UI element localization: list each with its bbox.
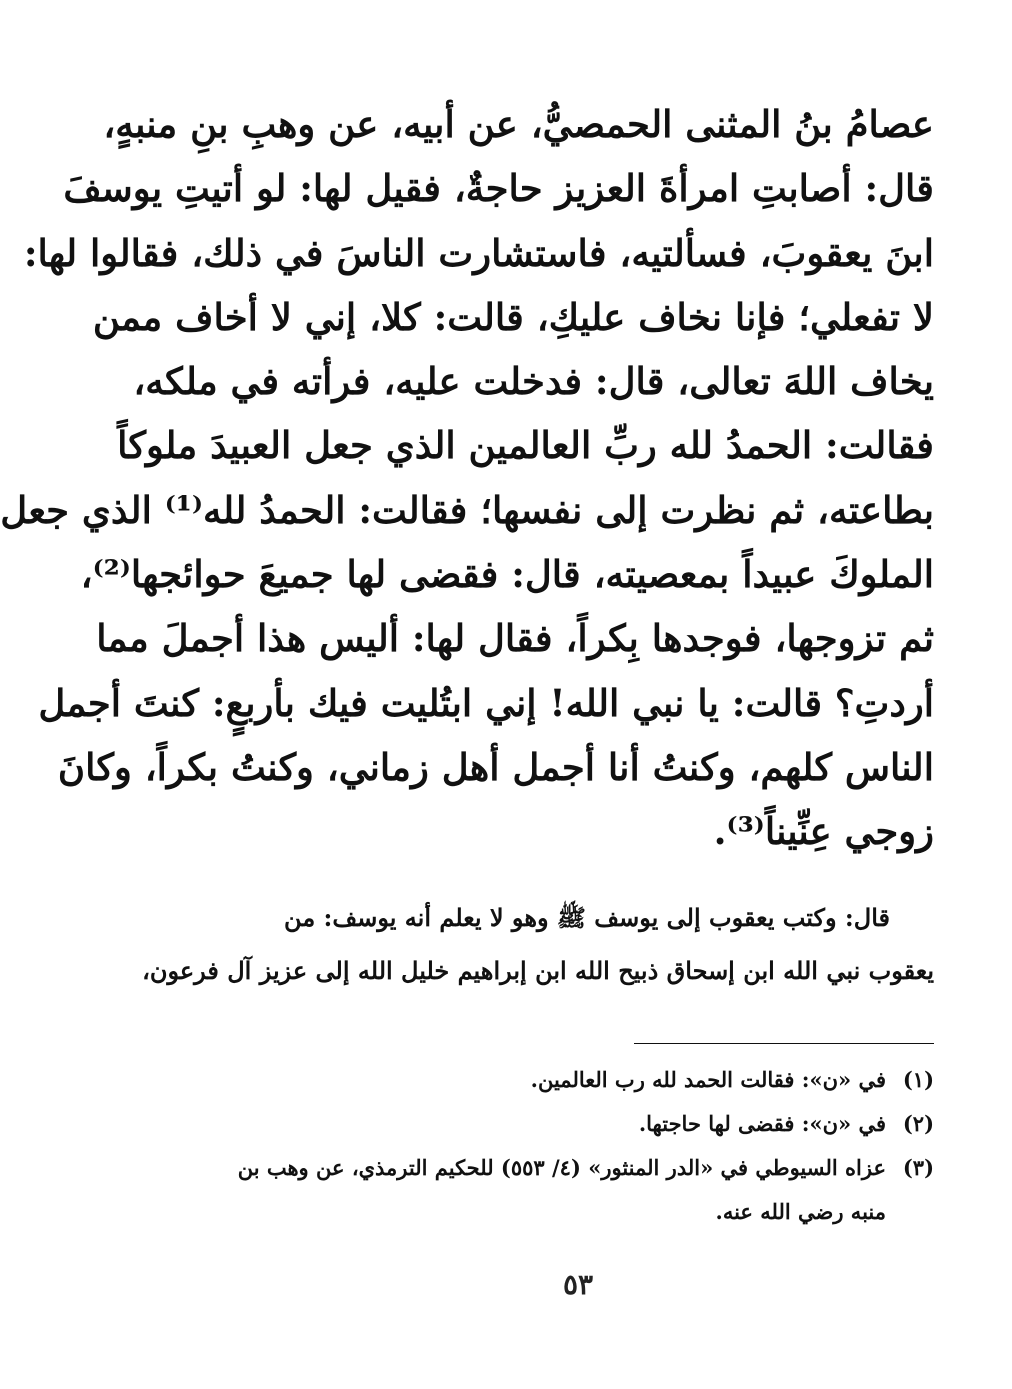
main-text-line: أردتِ؟ قالت: يا نبي الله! إني ابتُليت فيك بأربعٍ: كنتَ أجمل: [38, 680, 934, 725]
secondary-text-line: يعقوب نبي الله ابن إسحاق ذبيح الله ابن إبراهيم خليل الله إلى عزيز آل فرعون،: [142, 956, 934, 985]
secondary-text-line: قال: وكتب يعقوب إلى يوسف ﷺ وهو لا يعلم أنه يوسف: من: [284, 903, 890, 932]
footnote-item: [218, 1058, 934, 1102]
footnote-continuation: منبه رضي الله عنه.: [715, 1199, 886, 1224]
footnote-divider: [634, 1043, 934, 1044]
footnote-text: عزاه السيوطي في «الدر المنثور» (٤/ ٥٥٣) للحكيم الترمذي، عن وهب بن: [237, 1155, 886, 1180]
main-text-line: فقالت: الحمدُ لله ربِّ العالمين الذي جعل العبيدَ ملوكاً: [117, 423, 934, 468]
main-text-line: بطاعته، ثم نظرت إلى نفسها؛ فقالت: الحمدُ لله⁽¹⁾ الذي جعل: [0, 487, 934, 532]
main-text-line: الملوكَ عبيداً بمعصيته، قال: فقضى لها جميعَ حوائجها⁽²⁾،: [80, 552, 934, 597]
main-text-line: الناس كلهم، وكنتُ أنا أجمل أهل زماني، وكنتُ بكراً، وكانَ: [57, 744, 934, 789]
main-text-line: ابنَ يعقوبَ، فسألتيه، فاستشارت الناسَ في ذلك، فقالوا لها:: [23, 230, 934, 275]
page-number: ٥٣: [562, 1268, 594, 1301]
main-text-line: قال: أصابتِ امرأةَ العزيز حاجةٌ، فقيل لها: لو أتيتِ يوسفَ: [63, 166, 934, 211]
main-text-line: لا تفعلي؛ فإنا نخاف عليكِ، قالت: كلا، إني لا أخاف ممن: [92, 294, 934, 339]
main-arabic-paragraph: [0, 92, 934, 864]
main-text-line: يخاف اللهَ تعالى، قال: فدخلت عليه، فرأته في ملكه،: [133, 359, 934, 404]
footnote-item: [218, 1102, 934, 1146]
footnote-number: (٢): [902, 1111, 934, 1136]
main-text-line: زوجي عِنِّيناً⁽³⁾.: [713, 809, 934, 854]
footnote-text: في «ن»: فقضى لها حاجتها.: [638, 1111, 886, 1136]
footnote-number: (٣): [902, 1155, 934, 1180]
footnote-item: [218, 1146, 934, 1190]
main-text-line: عصامُ بنُ المثنى الحمصيُّ، عن أبيه، عن وهبِ بنِ منبهٍ،: [103, 102, 934, 146]
main-text-line: ثم تزوجها، فوجدها بِكراً، فقال لها: أليس هذا أجملَ مما: [96, 616, 934, 661]
footnotes: [218, 1058, 934, 1234]
secondary-arabic-paragraph: [142, 891, 934, 997]
footnote-number: (١): [902, 1067, 934, 1092]
footnote-text: في «ن»: فقالت الحمد لله رب العالمين.: [530, 1067, 886, 1092]
